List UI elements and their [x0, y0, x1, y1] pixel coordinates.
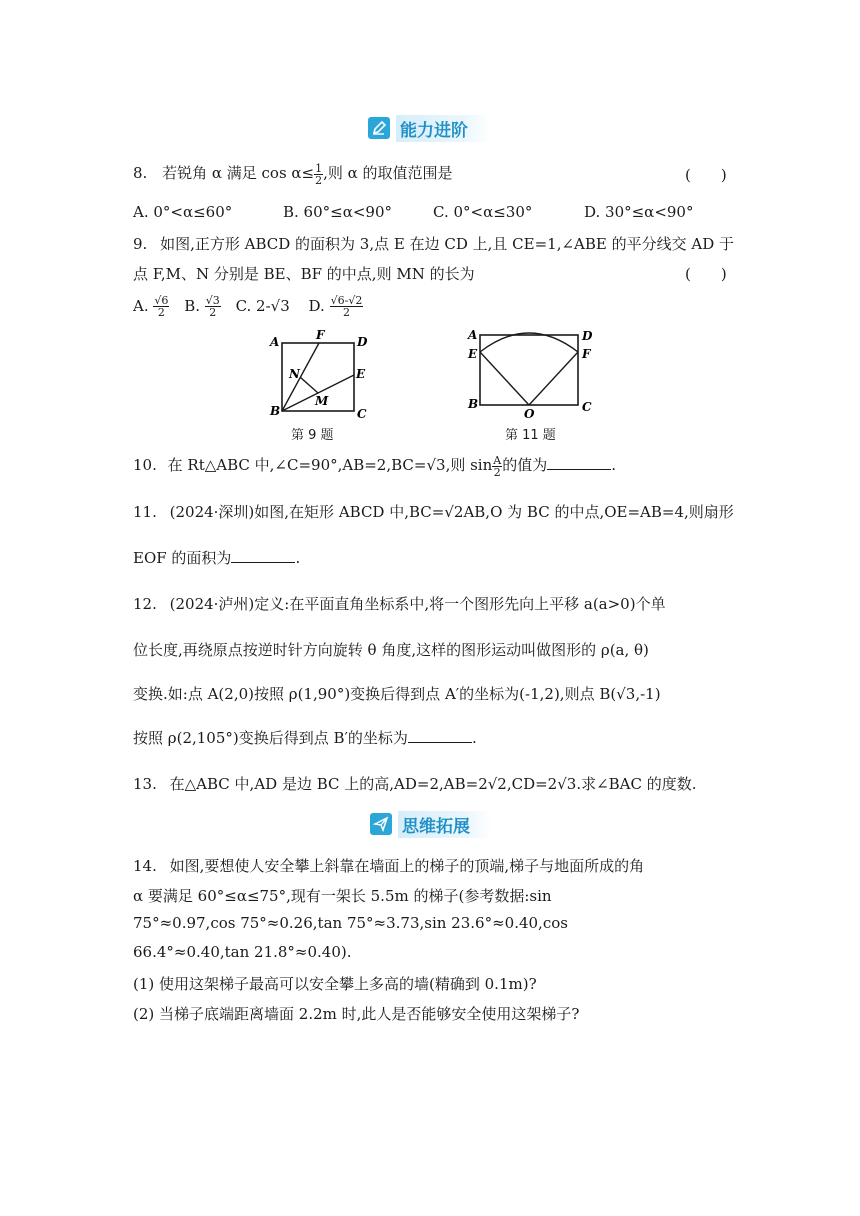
label-E: E	[356, 367, 366, 381]
question-line: 如图,正方形 ABCD 的面积为 3,点 E 在边 CD 上,且 CE=1,∠ABE 的平分线交 AD 于	[160, 235, 735, 253]
label-D: D	[357, 335, 368, 349]
label-D: D	[582, 329, 593, 343]
label-C: C	[357, 407, 367, 421]
fraction: $\frac{1}{2}$	[315, 161, 323, 187]
question-14	[133, 855, 644, 876]
question-stem	[162, 161, 453, 187]
answer-blank[interactable]	[547, 455, 611, 470]
option-c: C. 2-√3	[235, 296, 290, 315]
figure-11-caption: 第 11 题	[505, 428, 556, 443]
label-N: N	[289, 367, 300, 381]
option-a: A. $\frac{√6}{2}$	[133, 294, 169, 319]
label-C: C	[582, 400, 592, 414]
question-12	[133, 593, 666, 614]
label-A: A	[468, 328, 478, 342]
question-9	[133, 233, 734, 254]
question-8	[133, 162, 453, 186]
section-header-ability	[368, 116, 490, 140]
question-9-line2: 点 F,M、N 分别是 BE、BF 的中点,则 MN 的长为	[133, 265, 475, 283]
section-title: 能力进阶	[396, 115, 490, 142]
section-header-thinking	[370, 812, 492, 836]
option-d: D. 30°≤α<90°	[584, 203, 694, 221]
label-A: A	[270, 335, 280, 349]
question-text: 的值为	[502, 456, 548, 474]
section-title: 思维拓展	[398, 811, 492, 838]
question-14-line3: 75°≈0.97,cos 75°≈0.26,tan 75°≈3.73,sin 23.6°≈0.40,cos	[133, 914, 568, 932]
label-B: B	[270, 404, 281, 418]
label-F: F	[316, 328, 325, 342]
paper-plane-icon	[370, 813, 392, 835]
figure-9-caption: 第 9 题	[291, 428, 334, 443]
question-14-line4: 66.4°≈0.40,tan 21.8°≈0.40).	[133, 943, 352, 961]
question-number: 11.	[133, 503, 157, 521]
question-number: 10.	[133, 456, 157, 474]
answer-blank[interactable]	[408, 728, 472, 743]
answer-paren: ( )	[685, 166, 727, 184]
label-E: E	[468, 347, 478, 361]
question-text: 在△ABC 中,AD 是边 BC 上的高,AD=2,AB=2√2,CD=2√3.求∠BAC 的度数.	[169, 775, 697, 793]
question-11-line2: EOF 的面积为 .	[133, 549, 301, 567]
label-F: F	[582, 347, 591, 361]
question-14-line2: α 要满足 60°≤α≤75°,现有一架长 5.5m 的梯子(参考数据:sin	[133, 887, 552, 905]
fraction: $\frac{A}{2}$	[493, 453, 502, 479]
stem-part: ,则 α 的取值范围是	[323, 164, 453, 182]
option-b: B. 60°≤α<90°	[283, 203, 392, 221]
question-number: 9.	[133, 235, 148, 253]
question-12-line2: 位长度,再绕原点按逆时针方向旋转 θ 角度,这样的图形运动叫做图形的 ρ(a, θ)	[133, 641, 649, 659]
option-d: D. $\frac{√6-√2}{2}$	[308, 294, 363, 319]
question-number: 14.	[133, 857, 157, 875]
question-number: 12.	[133, 595, 157, 613]
option-c: C. 0°<α≤30°	[433, 203, 533, 221]
question-14-sub2: (2) 当梯子底端距离墙面 2.2m 时,此人是否能够安全使用这架梯子?	[133, 1005, 580, 1023]
answer-blank[interactable]	[231, 548, 295, 563]
q9-options	[133, 295, 363, 318]
question-11	[133, 501, 734, 522]
option-a: A. 0°<α≤60°	[133, 203, 233, 221]
label-B: B	[468, 397, 479, 411]
question-14-sub1: (1) 使用这架梯子最高可以安全攀上多高的墙(精确到 0.1m)?	[133, 975, 537, 993]
pencil-icon	[368, 117, 390, 139]
label-O: O	[524, 407, 535, 421]
question-13	[133, 773, 697, 794]
question-12-line4: 按照 ρ(2,105°)变换后得到点 B′的坐标为 .	[133, 729, 477, 747]
question-line: (2024·深圳)如图,在矩形 ABCD 中,BC=√2AB,O 为 BC 的中点,OE=AB=4,则扇形	[169, 503, 734, 521]
question-line: (2024·泸州)定义:在平面直角坐标系中,将一个图形先向上平移 a(a>0)个单	[169, 595, 666, 613]
question-text: 在 Rt△ABC 中,∠C=90°,AB=2,BC=√3,则 sin	[167, 456, 493, 474]
question-10: 10. 在 Rt△ABC 中,∠C=90°,AB=2,BC=√3,则 sin $\frac{A}{2}$ 的值为 .	[133, 453, 617, 479]
option-b: B. $\frac{√3}{2}$	[184, 294, 220, 319]
label-M: M	[315, 394, 329, 408]
question-number: 8.	[133, 164, 148, 182]
question-line: 如图,要想使人安全攀上斜靠在墙面上的梯子的顶端,梯子与地面所成的角	[169, 857, 645, 875]
question-number: 13.	[133, 775, 157, 793]
stem-part: 若锐角 α 满足 cos α≤	[162, 164, 315, 182]
answer-paren: ( )	[685, 265, 727, 283]
question-12-line3: 变换.如:点 A(2,0)按照 ρ(1,90°)变换后得到点 A′的坐标为(-1,2),则点 B(√3,-1)	[133, 685, 661, 703]
